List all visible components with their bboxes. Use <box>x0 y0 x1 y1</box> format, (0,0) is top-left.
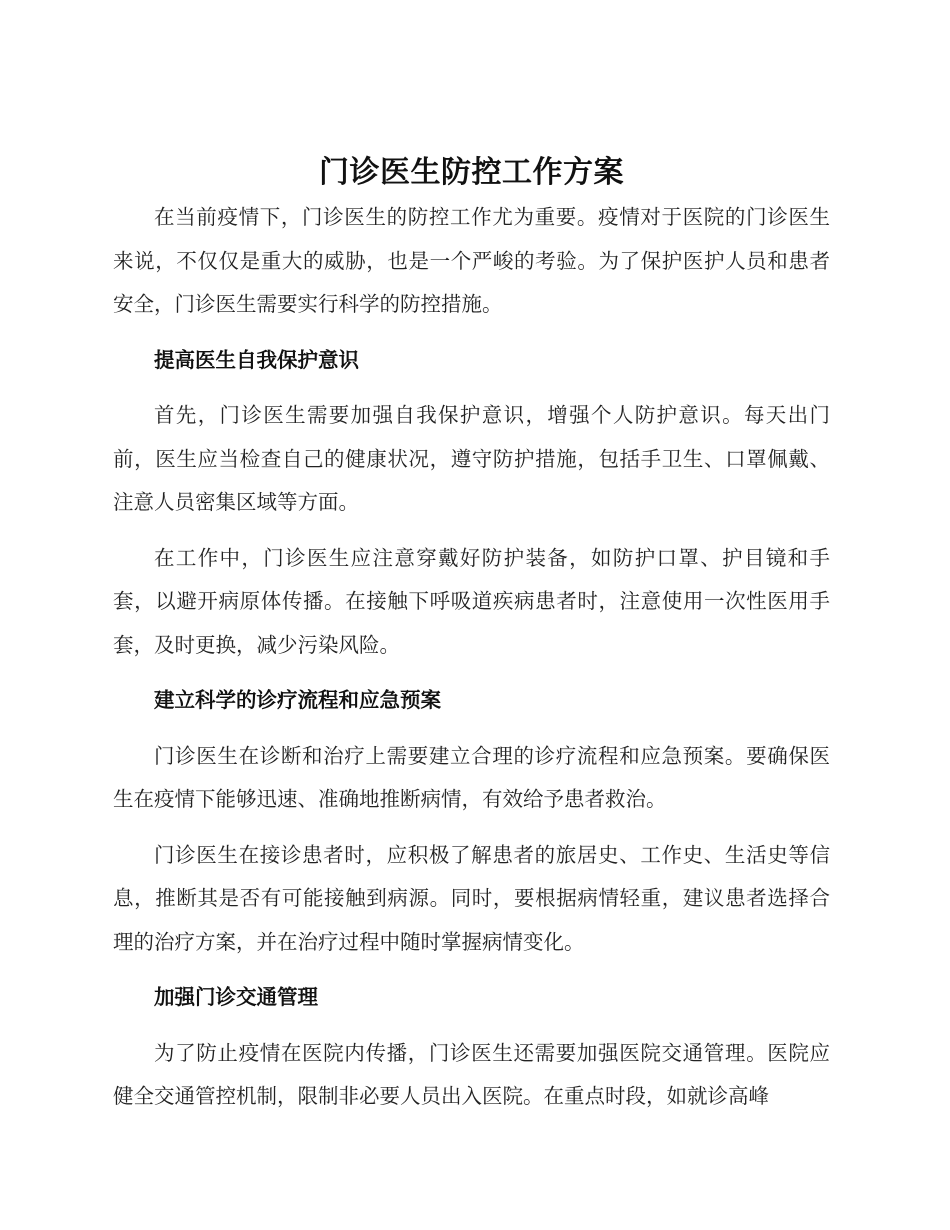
paragraph-diagnosis-process-2: 门诊医生在接诊患者时，应积极了解患者的旅居史、工作史、生活史等信息，推断其是否有可能接触到病源。同时，要根据病情轻重，建议患者选择合理的治疗方案，并在治疗过程中随时掌握病情变化。 <box>113 842 830 954</box>
section-heading-self-protection: 提高医生自我保护意识 <box>154 347 359 372</box>
paragraph-self-protection-1: 首先，门诊医生需要加强自我保护意识，增强个人防护意识。每天出门前，医生应当检查自己的健康状况，遵守防护措施，包括手卫生、口罩佩戴、注意人员密集区域等方面。 <box>113 403 830 514</box>
paragraph-diagnosis-process-1: 门诊医生在诊断和治疗上需要建立合理的诊疗流程和应急预案。要确保医生在疫情下能够迅速、准确地推断病情，有效给予患者救治。 <box>113 743 830 811</box>
section-heading-traffic-management: 加强门诊交通管理 <box>154 985 318 1009</box>
section-heading-diagnosis-process: 建立科学的诊疗流程和应急预案 <box>154 688 441 712</box>
intro-paragraph: 在当前疫情下，门诊医生的防控工作尤为重要。疫情对于医院的门诊医生来说，不仅仅是重大的威胁，也是一个严峻的考验。为了保护医护人员和患者安全，门诊医生需要实行科学的防控措施。 <box>113 205 830 316</box>
paragraph-traffic-management-1: 为了防止疫情在医院内传播，门诊医生还需要加强医院交通管理。医院应健全交通管控机制，限制非必要人员出入医院。在重点时段，如就诊高峰 <box>113 1040 830 1108</box>
document-page <box>113 150 830 1131</box>
document-title: 门诊医生防控工作方案 <box>319 155 624 190</box>
paragraph-self-protection-2: 在工作中，门诊医生应注意穿戴好防护装备，如防护口罩、护目镜和手套，以避开病原体传播。在接触下呼吸道疾病患者时，注意使用一次性医用手套，及时更换，减少污染风险。 <box>113 545 830 657</box>
